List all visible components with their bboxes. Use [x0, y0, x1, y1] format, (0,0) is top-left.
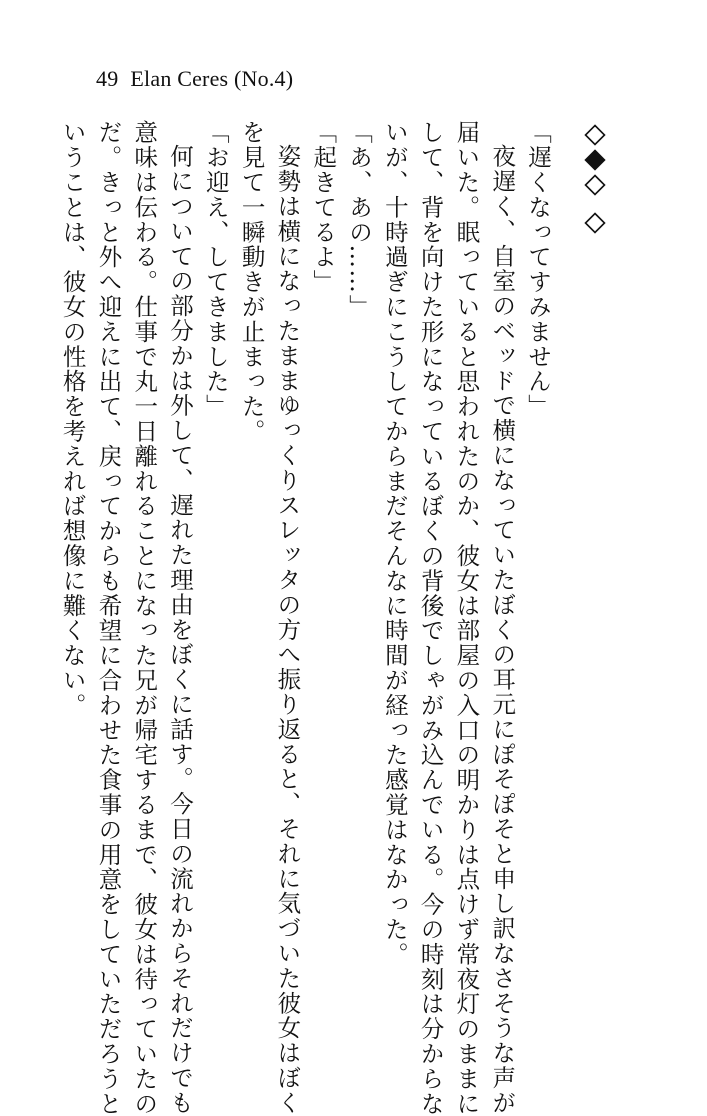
text-line: 届いた。眠っていると思われたのか、彼女は部屋の入口の明かりは点けず常夜灯のままに	[452, 120, 481, 1116]
page-number: 49	[96, 66, 119, 91]
text-line: 「お迎え、してきました」	[201, 120, 230, 419]
text-line: いうことは、彼女の性格を考えれば想像に難くない。	[58, 120, 87, 718]
hollow-diamond-icon	[584, 174, 606, 196]
vertical-body-text	[54, 120, 555, 1116]
text-line: いが、十時過ぎにこうしてからまだそんなに時間が経った感覚はなかった。	[380, 120, 409, 967]
text-line: 姿勢は横になったままゆっくりスレッタの方へ振り返ると、それに気づいた彼女はぼく	[273, 143, 302, 1115]
text-line: だ。きっと外へ迎えに出て、戻ってからも希望に合わせた食事の用意をしていただろうと	[94, 120, 123, 1116]
book-title: Elan Ceres (No.4)	[130, 66, 294, 91]
text-line: 夜遅く、自室のベッドで横になっていたぼくの耳元にぽそぽそと申し訳なさそうな声が	[488, 143, 517, 1115]
text-line: して、背を向けた形になっているぼくの背後でしゃがみ込んでいる。今の時刻は分からな	[416, 120, 445, 1116]
text-line: 何についての部分かは外して、遅れた理由をぼくに話す。今日の流れからそれだけでも	[166, 143, 195, 1115]
hollow-diamond-icon	[584, 212, 606, 234]
text-line: 「あ、あの……」	[345, 120, 374, 320]
text-line: 「起きてるよ」	[309, 120, 338, 295]
running-header	[96, 66, 293, 92]
text-line: を見て一瞬動きが止まった。	[237, 120, 266, 444]
hollow-diamond-icon	[584, 124, 606, 146]
text-line: 「遅くなってすみません」	[524, 120, 552, 419]
filled-diamond-icon	[584, 149, 606, 171]
text-line: 意味は伝わる。仕事で丸一日離れることになった兄が帰宅するまで、彼女は待っていたの	[130, 120, 159, 1116]
